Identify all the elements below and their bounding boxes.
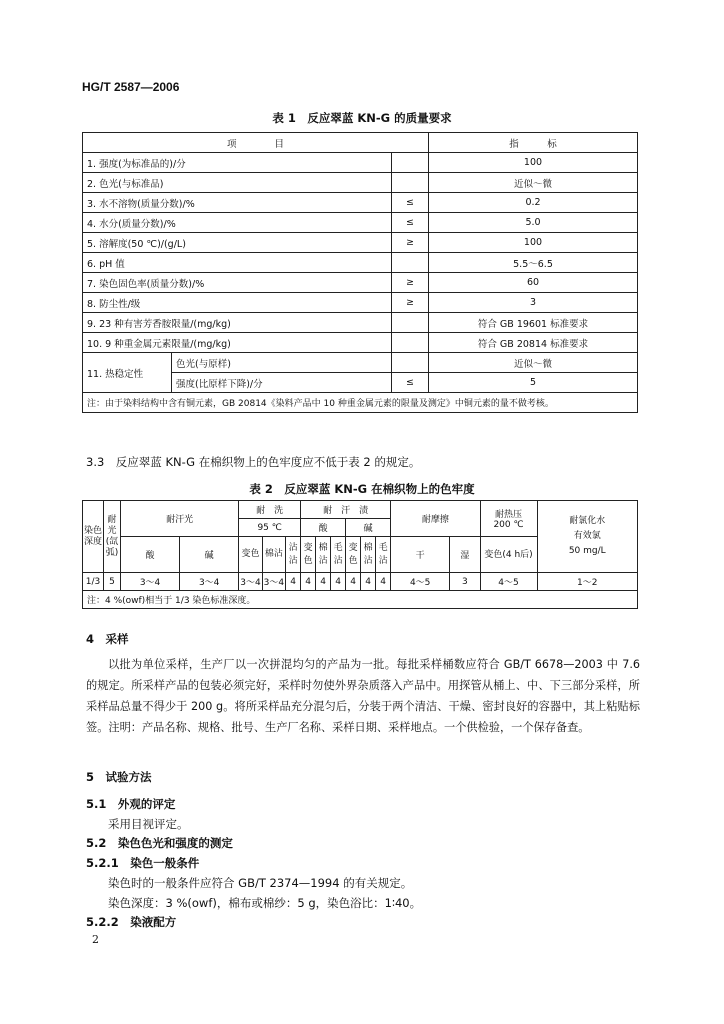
h-wash-temp: 95 ℃ [239, 519, 301, 537]
row-item: 9. 23 种有害芳香胺限量/(mg/kg) [83, 313, 392, 333]
row-symbol: ≤ [392, 193, 429, 213]
fastness-value: 4 [361, 573, 376, 591]
row-item: 4. 水分(质量分数)/% [83, 213, 392, 233]
sub-acid: 酸 [121, 537, 180, 573]
fastness-value: 4 [376, 573, 391, 591]
sub-change-alk: 变色 [346, 537, 361, 573]
table2-caption: 表 2 反应翠蓝 KN-G 在棉织物上的色牢度 [249, 482, 475, 496]
row-item: 3. 水不溶物(质量分数)/% [83, 193, 392, 213]
sub-cotton-alk: 棉沾 [361, 537, 376, 573]
sub-heat: 变色(4 h后) [480, 537, 537, 573]
standard-number: HG/T 2587—2006 [82, 80, 180, 94]
section-5-2-1-body2: 染色深度：3 %(owf)，棉布或棉纱：5 g，染色浴比：1∶40。 [108, 896, 422, 910]
table1-caption: 表 1 反应翠蓝 KN-G 的质量要求 [272, 111, 452, 125]
fastness-value: 5 [104, 573, 121, 591]
fastness-value: 3～4 [121, 573, 180, 591]
col-item-header: 项 目 [83, 133, 429, 153]
table1-row [83, 333, 638, 353]
fastness-value: 1～2 [537, 573, 637, 591]
row-item: 8. 防尘性/级 [83, 293, 392, 313]
row11-sub2: 强度(比原样下降)/分 [172, 373, 392, 393]
h-acid: 酸 [301, 519, 346, 537]
h-sweatlight: 耐汗光 [121, 501, 239, 537]
table1-note: 注：由于染料结构中含有铜元素，GB 20814《染料产品中 10 种重金属元素的限量及测定》中铜元素的量不做考核。 [83, 393, 638, 413]
table1-row [83, 313, 638, 333]
sub-dry: 干 [391, 537, 450, 573]
row-item: 1. 强度(为标准品的)/分 [83, 153, 392, 173]
row-symbol: ≤ [392, 213, 429, 233]
section-5-2-title: 5.2 染色色光和强度的测定 [86, 836, 233, 850]
sub-wool-acid: 毛沾 [331, 537, 346, 573]
row11-item: 11. 热稳定性 [83, 353, 172, 393]
row-symbol: ≥ [392, 233, 429, 253]
row11-val2: 5 [429, 373, 638, 393]
table1-row [83, 233, 638, 253]
fastness-value: 4 [316, 573, 331, 591]
row-symbol [392, 173, 429, 193]
row-symbol: ≥ [392, 293, 429, 313]
table1-row [83, 293, 638, 313]
row-item: 6. pH 值 [83, 253, 392, 273]
row-value: 100 [429, 153, 638, 173]
row-value: 5.5～6.5 [429, 253, 638, 273]
sub-change: 变色 [239, 537, 262, 573]
section-5-1-body: 采用目视评定。 [108, 817, 189, 831]
fastness-table [82, 500, 638, 609]
table1-row [83, 173, 638, 193]
fastness-value: 4～5 [391, 573, 450, 591]
h-wash: 耐 洗 [239, 501, 301, 519]
h-alk: 碱 [346, 519, 391, 537]
section-5-2-2-title: 5.2.2 染液配方 [86, 915, 177, 929]
row11-sym1 [392, 353, 429, 373]
sub-wet: 湿 [450, 537, 480, 573]
section-5-2-1-body1: 染色时的一般条件应符合 GB/T 2374—1994 的有关规定。 [108, 876, 413, 890]
fastness-value: 4 [346, 573, 361, 591]
quality-requirements-table [82, 132, 638, 413]
row-symbol: ≥ [392, 273, 429, 293]
h-rub: 耐摩擦 [391, 501, 480, 537]
row-value: 符合 GB 19601 标准要求 [429, 313, 638, 333]
sub-change-acid: 变色 [301, 537, 316, 573]
h-perspire: 耐 汗 渍 [301, 501, 391, 519]
row-value: 3 [429, 293, 638, 313]
fastness-value: 1/3 [83, 573, 104, 591]
fastness-value: 3～4 [239, 573, 262, 591]
sub-cotton-acid: 棉沾 [316, 537, 331, 573]
fastness-value: 4 [331, 573, 346, 591]
section-4-title: 4 采样 [86, 632, 129, 646]
fastness-value: 3～4 [180, 573, 239, 591]
h-heat: 耐热压 200 ℃ [480, 501, 537, 537]
table1-row [83, 213, 638, 233]
table1-row [83, 193, 638, 213]
row-value: 0.2 [429, 193, 638, 213]
row-symbol [392, 333, 429, 353]
row-value: 符合 GB 20814 标准要求 [429, 333, 638, 353]
row-item: 5. 溶解度(50 ℃)/(g/L) [83, 233, 392, 253]
section-4-body: 以批为单位采样，生产厂以一次拼混均匀的产品为一批。每批采样桶数应符合 GB/T 6678—2003 中 7.6 的规定。所采样产品的包装必须完好，采样时勿使外界杂质落入产品中。用探管从桶上、中、下三部分采样，所采样品总量不得少于 200 g。将所采样品充分混匀后，分装于两个清洁、干燥、密封良好的容器中，其上粘贴标签。注明：产品名称、规格、批号、生产厂名称、采样日期、采样地点。一个供检验，一个保存备查。 [86, 658, 640, 734]
h-chlorine: 耐氯化水 有效氯 50 mg/L [537, 501, 637, 573]
row-symbol [392, 253, 429, 273]
table1-row [83, 153, 638, 173]
page-number: 2 [92, 933, 99, 946]
section-5-title: 5 试验方法 [86, 770, 152, 784]
section-5-2-1-title: 5.2.1 染色一般条件 [86, 856, 200, 870]
table1-row [83, 273, 638, 293]
row-value: 近似～微 [429, 173, 638, 193]
row11-sub1: 色光(与原样) [172, 353, 392, 373]
sub-wool-alk: 毛沾 [376, 537, 391, 573]
section-5-1-title: 5.1 外观的评定 [86, 797, 176, 811]
row-value: 100 [429, 233, 638, 253]
h-light: 耐光(氙弧) [104, 501, 121, 573]
table1-row [83, 253, 638, 273]
col-index-header: 指 标 [429, 133, 638, 153]
row-item: 10. 9 种重金属元素限量/(mg/kg) [83, 333, 392, 353]
fastness-value: 3～4 [262, 573, 285, 591]
h-depth: 染色深度 [83, 501, 104, 573]
row-item: 7. 染色固色率(质量分数)/% [83, 273, 392, 293]
clause-3-3: 3.3 反应翠蓝 KN-G 在棉织物上的色牢度应不低于表 2 的规定。 [86, 455, 421, 469]
table2-note: 注：4 %(owf)相当于 1/3 染色标准深度。 [83, 591, 638, 609]
sub-stain: 沾沾 [286, 537, 301, 573]
row-value: 5.0 [429, 213, 638, 233]
row11-val1: 近似～微 [429, 353, 638, 373]
row-value: 60 [429, 273, 638, 293]
row-symbol [392, 153, 429, 173]
fastness-value: 4 [286, 573, 301, 591]
row11-sym2: ≤ [392, 373, 429, 393]
fastness-value: 4～5 [480, 573, 537, 591]
sub-alk: 碱 [180, 537, 239, 573]
sub-cotton: 棉沾 [262, 537, 285, 573]
row-item: 2. 色光(与标准品) [83, 173, 392, 193]
row-symbol [392, 313, 429, 333]
fastness-value: 4 [301, 573, 316, 591]
fastness-value: 3 [450, 573, 480, 591]
